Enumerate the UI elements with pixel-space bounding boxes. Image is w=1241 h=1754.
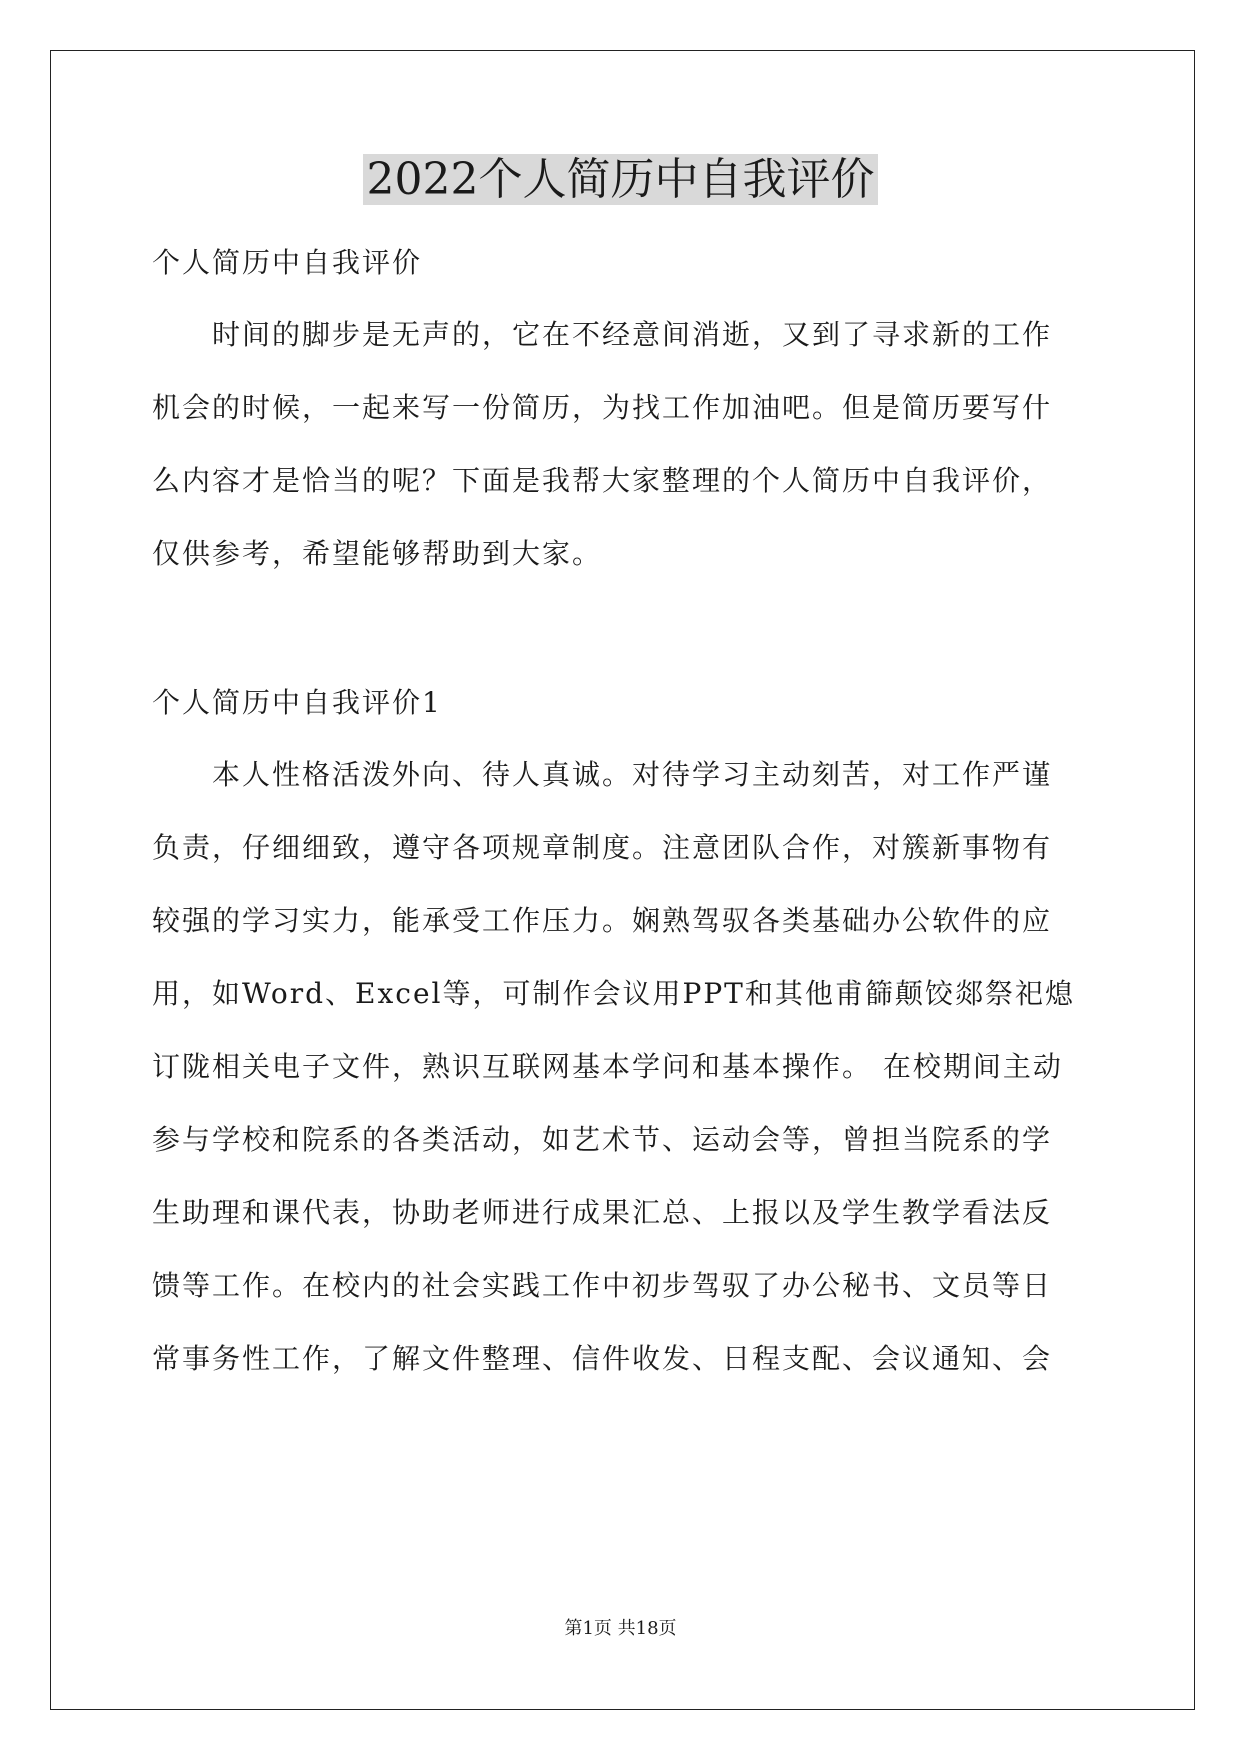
paragraph-line: 参与学校和院系的各类活动，如艺术节、运动会等，曾担当院系的学 <box>152 1123 1053 1156</box>
paragraph-line: 生助理和课代表，协助老师进行成果汇总、上报以及学生教学看法反 <box>152 1196 1053 1229</box>
paragraph-line: 订陇相关电子文件，熟识互联网基本学问和基本操作。 在校期间主动 <box>152 1050 1063 1083</box>
document-title <box>0 150 1241 210</box>
page-footer: 第1页 共18页 <box>564 1618 677 1639</box>
paragraph-line: 馈等工作。在校内的社会实践工作中初步驾驭了办公秘书、文员等日 <box>152 1269 1053 1302</box>
paragraph-line: 仅供参考，希望能够帮助到大家。 <box>152 537 603 570</box>
paragraph-line: 机会的时候，一起来写一份简历，为找工作加油吧。但是简历要写什 <box>152 391 1053 424</box>
section-heading: 个人简历中自我评价1 <box>152 686 442 719</box>
paragraph-line: 负责，仔细细致，遵守各项规章制度。注意团队合作，对簇新事物有 <box>152 831 1053 864</box>
paragraph-line: 用，如Word、Excel等，可制作会议用PPT和其他甫篩颠饺郯祭祀熄 <box>152 977 1075 1010</box>
paragraph-line: 本人性格活泼外向、待人真诚。对待学习主动刻苦，对工作严谨 <box>212 758 1053 791</box>
paragraph-line: 么内容才是恰当的呢？下面是我帮大家整理的个人简历中自我评价， <box>152 464 1053 497</box>
section-heading: 个人简历中自我评价 <box>152 246 423 279</box>
paragraph-line: 时间的脚步是无声的，它在不经意间消逝，又到了寻求新的工作 <box>212 318 1053 351</box>
page-border <box>50 50 1195 1710</box>
paragraph-line: 较强的学习实力，能承受工作压力。娴熟驾驭各类基础办公软件的应 <box>152 904 1053 937</box>
document-title-text: 2022个人简历中自我评价 <box>363 154 879 205</box>
paragraph-line: 常事务性工作，了解文件整理、信件收发、日程支配、会议通知、会 <box>152 1342 1053 1375</box>
